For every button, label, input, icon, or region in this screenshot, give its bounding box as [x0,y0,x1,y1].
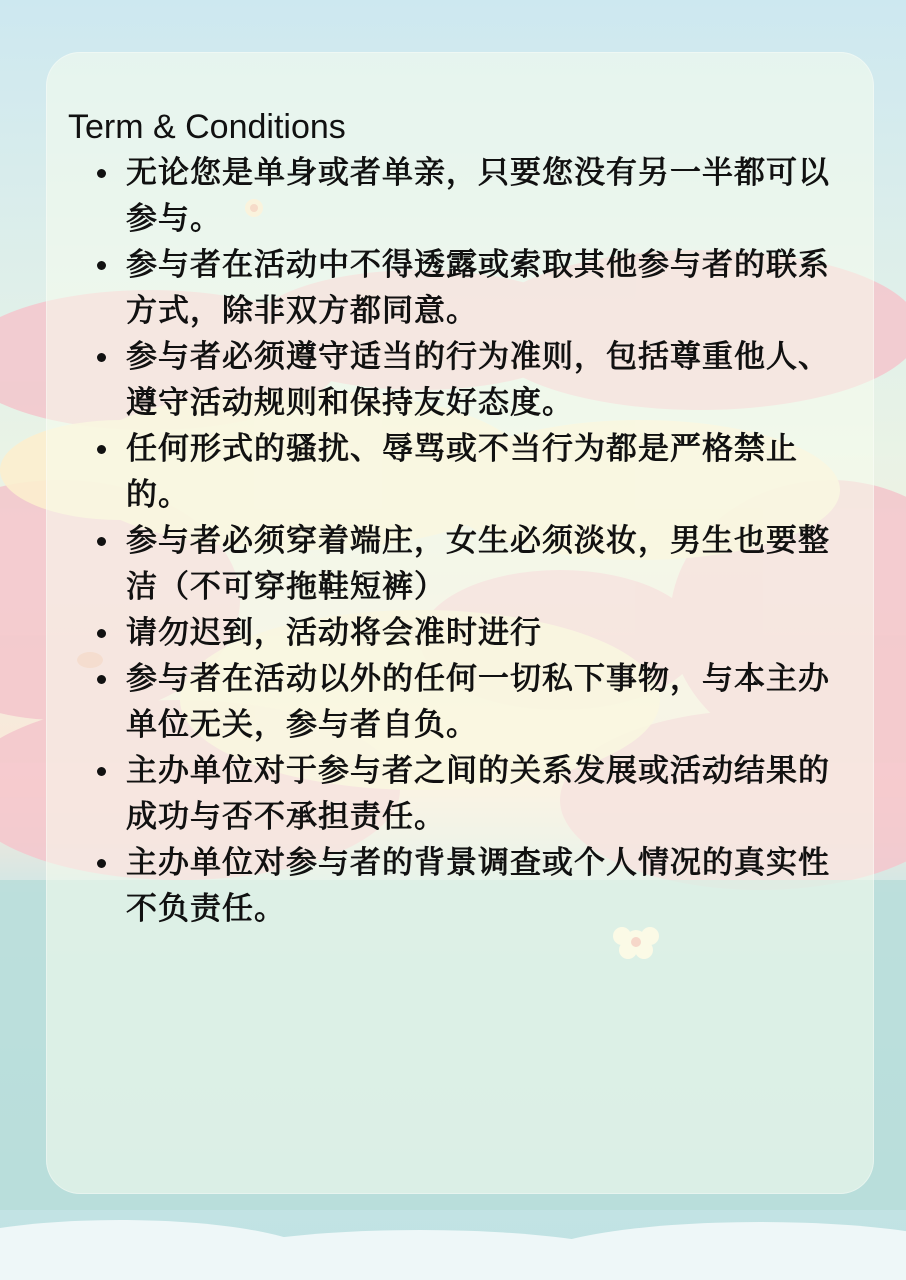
list-item [68,610,848,656]
list-item-text: 参与者在活动以外的任何一切私下事物，与本主办单位无关，参与者自负。 [126,661,830,743]
bullet-icon [97,675,106,684]
bullet-icon [97,629,106,638]
list-item [68,426,848,518]
list-item-text: 参与者必须穿着端庄，女生必须淡妆，男生也要整洁（不可穿拖鞋短裤） [126,523,830,605]
list-item-text: 请勿迟到，活动将会准时进行 [126,615,542,651]
bullet-icon [97,261,106,270]
list-item [68,150,848,242]
bullet-icon [97,353,106,362]
list-item [68,334,848,426]
bullet-icon [97,767,106,776]
list-item [68,748,848,840]
list-item [68,656,848,748]
list-item-text: 参与者在活动中不得透露或索取其他参与者的联系方式，除非双方都同意。 [126,247,830,329]
list-item [68,242,848,334]
bullet-icon [97,859,106,868]
list-item [68,518,848,610]
terms-heading: Term & Conditions [68,108,346,146]
bullet-icon [97,537,106,546]
list-item-text: 主办单位对参与者的背景调查或个人情况的真实性不负责任。 [126,845,830,927]
bullet-icon [97,445,106,454]
list-item-text: 主办单位对于参与者之间的关系发展或活动结果的成功与否不承担责任。 [126,753,830,835]
list-item-text: 任何形式的骚扰、辱骂或不当行为都是严格禁止的。 [126,431,798,513]
list-item [68,840,848,932]
list-item-text: 无论您是单身或者单亲，只要您没有另一半都可以参与。 [126,155,830,237]
list-item-text: 参与者必须遵守适当的行为准则，包括尊重他人、遵守活动规则和保持友好态度。 [126,339,830,421]
terms-list [68,150,848,932]
bullet-icon [97,169,106,178]
terms-section [68,104,848,932]
